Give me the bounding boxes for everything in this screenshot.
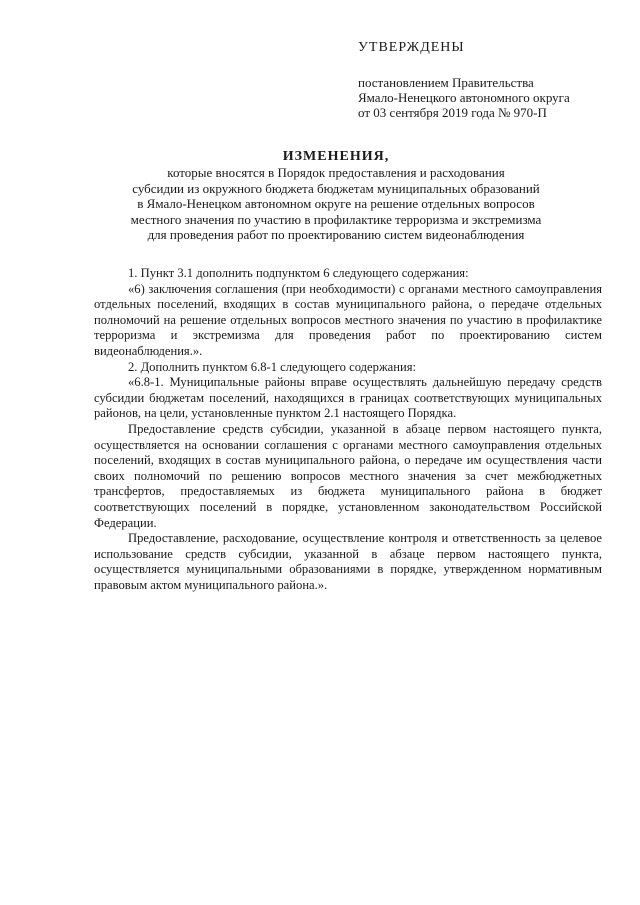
document-title xyxy=(60,148,612,243)
title-line: которые вносятся в Порядок предоставления и расходования xyxy=(167,165,505,180)
title-line: субсидии из окружного бюджета бюджетам муниципальных образований xyxy=(132,180,540,196)
document-body xyxy=(94,266,602,593)
body-paragraph: 1. Пункт 3.1 дополнить подпунктом 6 следующего содержания: xyxy=(128,266,469,280)
document-heading: ИЗМЕНЕНИЯ, xyxy=(282,149,390,164)
body-paragraph: 2. Дополнить пунктом 6.8-1 следующего содержания: xyxy=(128,359,417,374)
body-paragraph: «6) заключения соглашения (при необходимости) с органами местного самоуправления отдельных поселений, входящих в состав муниципального района, о передаче отдельных полномочий на решение отдельных вопросов местного значения по участию в профилактике терроризма и экстремизма для проведения работ по проектированию систем видеонаблюдения.». xyxy=(94,281,602,358)
approval-stamp: УТВЕРЖДЕНЫ xyxy=(358,40,465,55)
body-paragraph: Предоставление средств субсидии, указанной в абзаце первом настоящего пункта, осуществляется на основании соглашения с органами местного самоуправления отдельных поселений, входящих в состав муниципального района, о передаче им осуществления части своих полномочий по решению вопросов местного значения за счет межбюджетных трансфертов, предоставляемых из бюджета муниципального района в бюджет соответствующих поселений в порядке, установленном законодательством Российской Федерации. xyxy=(94,421,602,530)
approval-line: Ямало-Ненецкого автономного округа xyxy=(358,90,570,105)
approval-block xyxy=(358,40,628,120)
approval-line: постановлением Правительства xyxy=(358,75,534,90)
body-paragraph: Предоставление, расходование, осуществление контроля и ответственность за целевое использование средств субсидии, указанной в абзаце первом настоящего пункта, осуществляется муниципальными образованиями в порядке, утвержденном нормативным правовым актом муниципального района.». xyxy=(94,531,602,592)
title-line: для проведения работ по проектированию систем видеонаблюдения xyxy=(147,227,525,242)
body-paragraph: «6.8-1. Муниципальные районы вправе осуществлять дальнейшую передачу средств субсидии бюджетам поселений, находящихся в границах соответствующих муниципальных районов, на цели, установленные пунктом 2.1 настоящего Порядка. xyxy=(94,375,602,421)
approval-line: от 03 сентября 2019 года № 970-П xyxy=(358,105,547,120)
title-line: местного значения по участию в профилактике терроризма и экстремизма xyxy=(130,211,542,227)
title-line: в Ямало-Ненецком автономном округе на решение отдельных вопросов xyxy=(137,196,535,211)
